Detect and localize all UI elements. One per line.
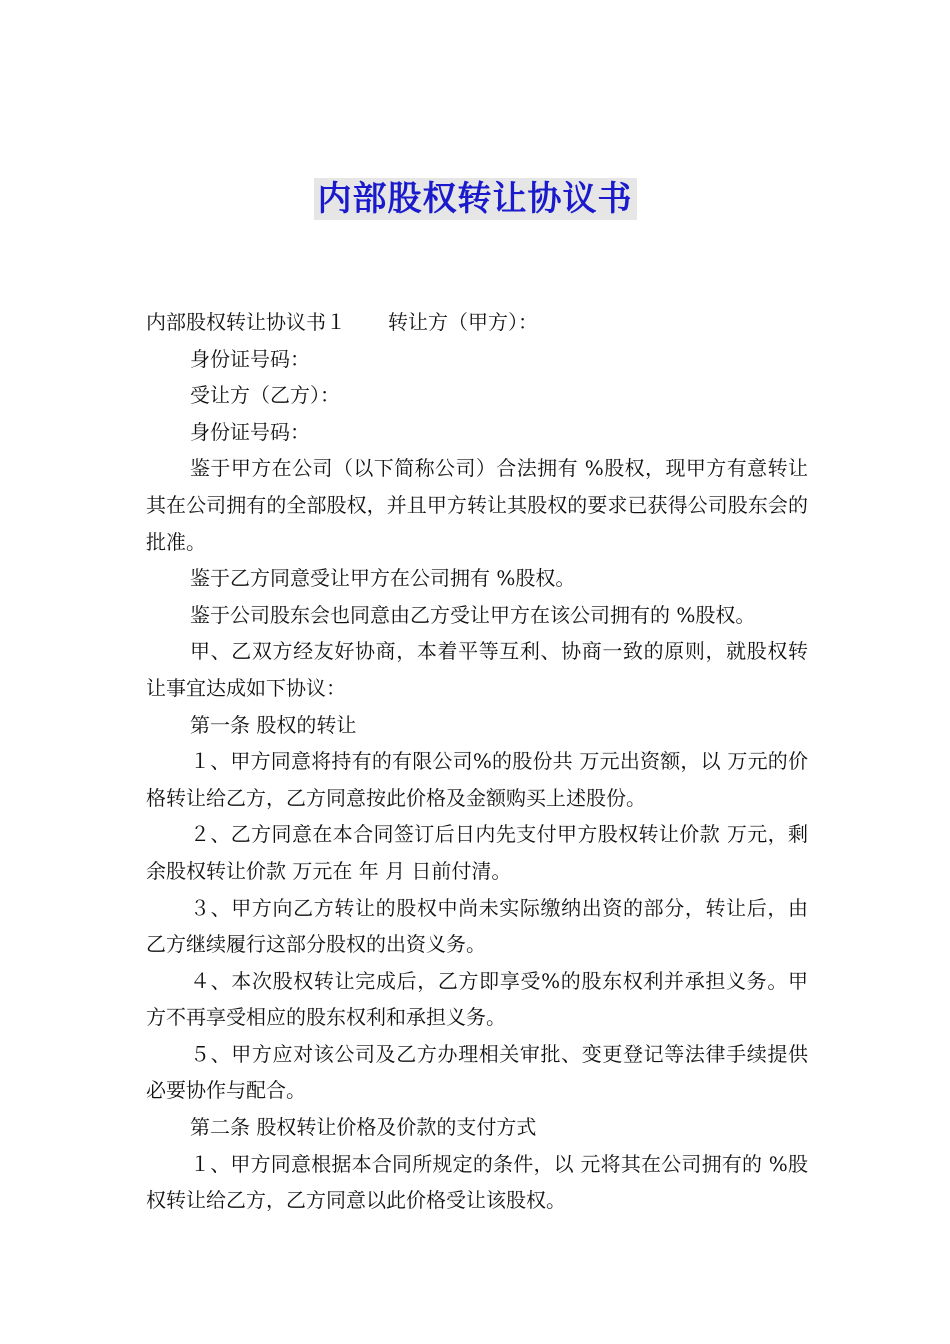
- intro-line: [146, 304, 808, 341]
- article-1-clause-3: ３、甲方向乙方转让的股权中尚未实际缴纳出资的部分，转让后，由乙方继续履行这部分股权的出资义务。: [146, 895, 808, 957]
- paragraph-id-number-a: 身份证号码：: [190, 346, 310, 371]
- paragraph-transferee: 受让方（乙方）：: [190, 383, 340, 408]
- paragraph-id-number-b: 身份证号码：: [190, 419, 310, 444]
- article-1-clause-2: ２、乙方同意在本合同签订后日内先支付甲方股权转让价款 万元，剩余股权转让价款 万元在 年 月 日前付清。: [146, 822, 808, 883]
- article-1-clause-1: １、甲方同意将持有的有限公司%的股份共 万元出资额，以 万元的价格转让给乙方，乙方同意按此价格及金额购买上述股份。: [146, 749, 808, 810]
- paragraph-recital-3: 鉴于公司股东会也同意由乙方受让甲方在该公司拥有的 %股权。: [190, 602, 756, 627]
- article-1-clause-5: ５、甲方应对该公司及乙方办理相关审批、变更登记等法律手续提供必要协作与配合。: [146, 1041, 808, 1103]
- document-body: [146, 304, 808, 1219]
- intro-right: 转让方（甲方）：: [388, 310, 538, 334]
- article-1-clause-4: ４、本次股权转让完成后，乙方即享受%的股东权利并承担义务。甲方不再享受相应的股东权利和承担义务。: [146, 968, 808, 1030]
- title-container: [0, 178, 950, 220]
- paragraph-recital-1: 鉴于甲方在公司（以下简称公司）合法拥有 %股权，现甲方有意转让其在公司拥有的全部股权，并且甲方转让其股权的要求已获得公司股东会的批准。: [146, 456, 808, 554]
- article-2-heading: 第二条 股权转让价格及价款的支付方式: [190, 1115, 537, 1140]
- paragraph-agreement-intro: 甲、乙双方经友好协商，本着平等互利、协商一致的原则，就股权转让事宜达成如下协议：: [146, 639, 808, 700]
- paragraph-recital-2: 鉴于乙方同意受让甲方在公司拥有 %股权。: [190, 566, 576, 591]
- intro-left: 内部股权转让协议书１: [146, 310, 346, 334]
- document-title: 内部股权转让协议书: [314, 178, 637, 220]
- article-1-heading: 第一条 股权的转让: [190, 712, 357, 737]
- article-2-clause-1: １、甲方同意根据本合同所规定的条件，以 元将其在公司拥有的 %股权转让给乙方，乙方同意以此价格受让该股权。: [146, 1151, 808, 1213]
